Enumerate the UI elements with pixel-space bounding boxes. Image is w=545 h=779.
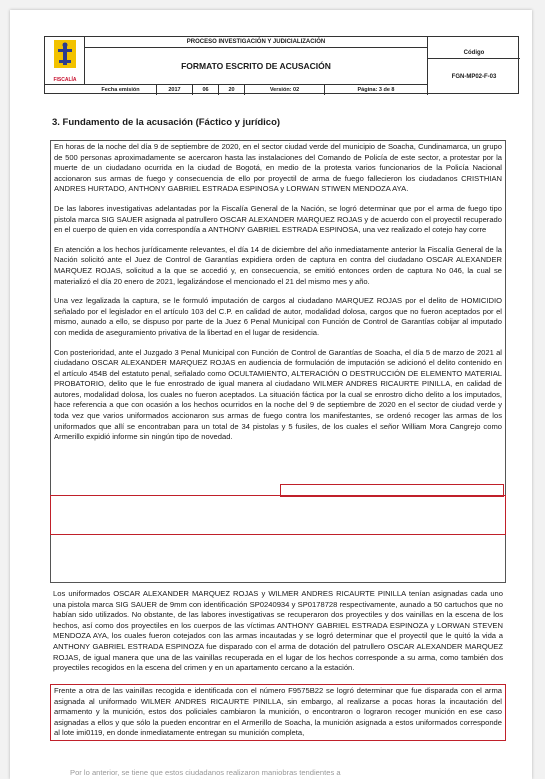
paragraph-6-box [50,588,506,675]
paragraph-5: Con posterioridad, ante el Juzgado 3 Penal Municipal con Función de Control de Garantías de Soacha, el día 5 de marzo de 2021 al ciudadano OSCAR ALEXANDER MARQUEZ ROJAS en audiencia de formulación de imputación se adicionó el delito contenido en el artículo 454B del estatuto penal, señalado como OCULTAMIENTO, ALTERACIÓN O DESTRUCCIÓN DE ELEMENTO MATERIAL PROBATORIO, delito que le fue enrostrado de igual manera al ciudadano WILMER ANDRES RICAURTE PINILLA, en calidad de autores, modalidad dolosa, los cuales no fueron aceptados. La situación fáctica por la cual se enrostro dicho delito a los imputados, hace referencia a que con ocasión a los hechos ocurridos en la noche del 9 de septiembre de 2020 en el sector de ciudad verde y toda vez que varios uniformados accionaron sus armas de fuego contra los manifestantes, se ordenó recoger las armas de los uniformados que allí se encontraban para un total de 34 pistolas y 5 fusiles, de los cuales el señor William Mora Cangrejo como Armerillo expidió informe sin ningún tipo de novedad. [54,347,502,442]
format-title: FORMATO ESCRITO DE ACUSACIÓN [85,48,427,85]
logo-text: FISCALÍA [53,77,77,83]
emission-day: 20 [219,85,245,95]
document-page [10,10,532,779]
emission-label: Fecha emisión [85,85,157,95]
code-label: Código [427,37,520,59]
section-title: 3. Fundamento de la acusación (Fáctico y jurídico) [52,117,281,128]
emission-row [85,85,427,95]
version-label: Versión: 02 [245,85,325,95]
process-title: PROCESO INVESTIGACIÓN Y JUDICIALIZACIÓN [85,37,427,48]
highlight-crime-box [50,495,506,535]
paragraph-3: En atención a los hechos jurídicamente relevantes, el día 14 de diciembre del año inmediatamente anterior la Fiscalía General de la Nación solicitó ante el Juez de Control de Garantías expidiera orden de captura en contra del ciudadano OSCAR ALEXANDER MARQUEZ ROJAS, solicitud a la que se accedió y, en consecuencia, se emitió entonces orden de captura No 046, la cual se materializó el día 20 enero de 2021, legalizándose el mencionado el 21 del mismo mes y año. [54,244,502,286]
code-value: FGN-MP02-F-03 [427,59,520,95]
form-header-table [44,36,519,94]
page-label: Página: 3 de 8 [357,87,395,93]
paragraph-2: De las labores investigativas adelantadas por la Fiscalía General de la Nación, se logró determinar que por el arma de fuego tipo pistola marca SIG SAUER asignada al patrullero OSCAR ALEXANDER MARQUEZ ROJAS y de acuerdo con el proyectil recuperado en el cuerpo de quien en vida correspondía a ANTHONY GABRIEL ESTRADA ESPINOSA, una vez realizado el cotejo hay corre [54,203,502,235]
paragraph-6: Los uniformados OSCAR ALEXANDER MARQUEZ ROJAS y WILMER ANDRES RICAURTE PINILLA tenían asignadas cada uno una pistola marca SIG SAUER de 9mm con identificación SP0240934 y SP0178728 respectivamente, aunado a 50 cartuchos que no habían sido utilizados. No obstante, de las labores investigativas se recuperaron dos proyectiles y dos vainillas en la escena de los hechos, así como dos proyectiles en los cuerpos de las víctimas ANTHONY GABRIEL ESTRADA ESPINOZA y LORWAN STEVEN MENDOZA AYA, los cuales fueron cotejados con las armas incautadas y se logró determinar que el proyectil que le quitó la vida a ANTHONY GABRIEL ESTRADA ESPINOZA fue disparado con el arma de dotación del patrullero OSCAR ALEXANDER MARQUEZ ROJAS, de igual manera que una de las vainillas recuperada en el lugar de los hechos corresponde a su arma, como también dos proyectiles recogidos en la escena del crimen y en un apartamento cercano a la estación. [53,589,503,673]
emission-month: 06 [193,85,219,95]
emission-year: 2017 [157,85,193,95]
paragraph-1: En horas de la noche del día 9 de septiembre de 2020, en el sector ciudad verde del municipio de Soacha, Cundinamarca, un grupo de 500 personas aproximadamente se acercaron hasta las instalaciones del Comando de Policía de este sector, a protestar por la muerte de un ciudadano ocurrida en la ciudad de Bogotá, en medio de la protesta varios funcionarios de la Policía Nacional accionaron sus armas de fuego y consecuencia de ello por proyectil de arma de fuego fallecieron los ciudadanos CRISTHIAN ANDRES HURTADO, ANTHONY GABRIEL ESTRADA ESPINOSA y LORWAN STIWEN MENDOZA AYA. [54,142,502,194]
fiscalia-logo [45,37,85,85]
paragraph-7: Frente a otra de las vainillas recogida e identificada con el número F9575B22 se logró determinar que fue disparada con el arma asignada al uniformado WILMER ANDRES RICAURTE PINILLA, sin embargo, al realizarse a pocas horas la incautación del armamento y la munición, estos dos policiales cambiaron la munición, o encontraron o lograron recoger munición en ese caso asignadas a ellos y que sólo la pueden encontrar en el Armerillo de Soacha, la munición asignada a estos uniformados corresponde al lote imi0119, en donde inmediatamente entregan su munición completa, [54,686,502,738]
cut-off-line: Por lo anterior, se tiene que estos ciudadanos realizaron maniobras tendientes a [70,768,341,777]
highlighted-paragraph-box [50,684,506,741]
paragraph-4: Una vez legalizada la captura, se le formuló imputación de cargos al ciudadano MARQUEZ ROJAS por el delito de HOMICIDIO señalado por el legislador en el artículo 103 del C.P. en calidad de autor, modalidad dolosa, cargos que no fueron aceptados por el mismo, aunado a ello, se dispuso por parte de la Juez 6 Penal Municipal con Función de Control de Garantías cobijar al imputado con medida de aseguramiento privativa de la libertad en el lugar de residencia. [54,296,502,337]
